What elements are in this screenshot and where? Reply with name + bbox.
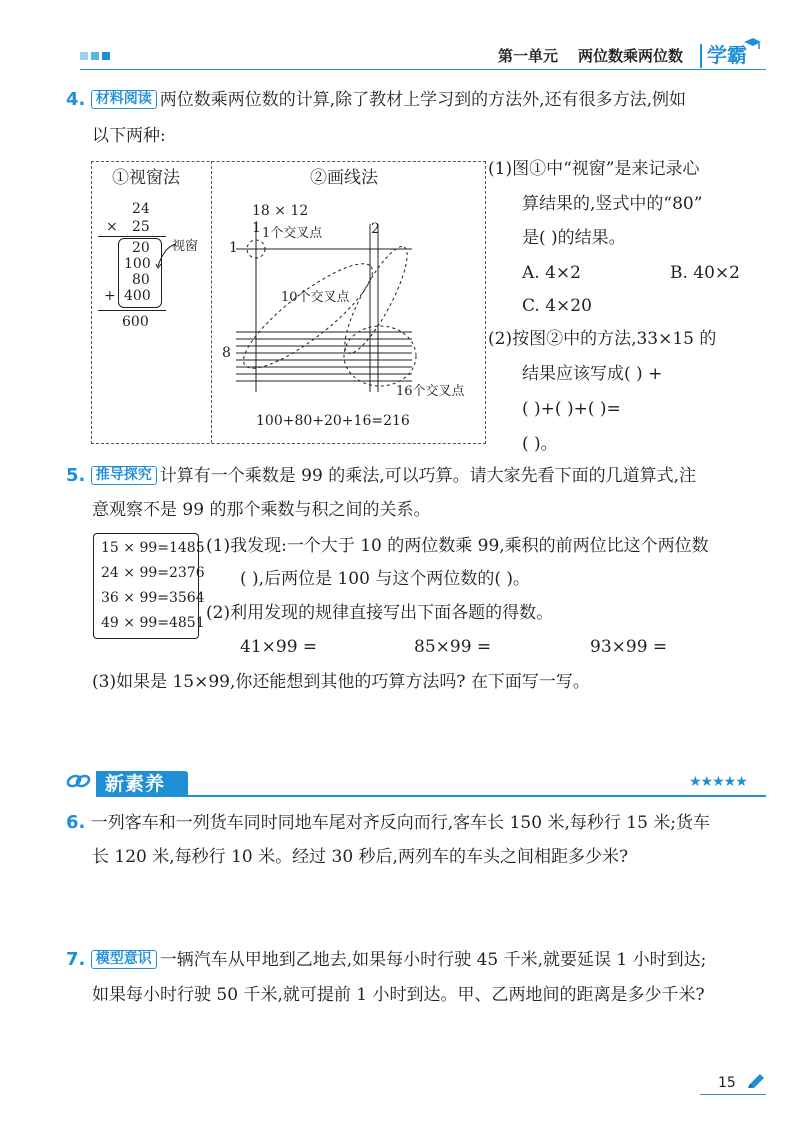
window-label: 视窗 <box>172 239 199 254</box>
q4-option-a[interactable]: A. 4×2 <box>522 263 581 283</box>
section-title: 新素养 <box>105 773 166 795</box>
header-decor <box>80 52 116 60</box>
header-divider <box>700 44 702 68</box>
plus-sign: + <box>104 288 116 304</box>
crossing-label-1: 1个交叉点 <box>262 226 323 241</box>
q4-option-c[interactable]: C. 4×20 <box>522 296 592 316</box>
question-6-number: 6. <box>66 812 86 833</box>
q5-sub1-line-2: ( ),后两位是 100 与这个两位数的( )。 <box>240 569 530 589</box>
q4-sub1-line-2: 算结果的,竖式中的“80” <box>522 194 703 214</box>
column-label-2: 2 <box>371 221 380 237</box>
crossing-label-10: 10个交叉点 <box>281 290 350 305</box>
column-label-1: 1 <box>252 220 261 236</box>
brand-logo: 学霸 <box>707 43 747 67</box>
question-6-text-2: 长 120 米,每秒行 10 米。经过 30 秒后,两列车的车头之间相距多少米? <box>92 847 629 867</box>
q5-example-1: 15 × 99=1485 <box>101 540 205 556</box>
q4-sub2-line-4: ( )。 <box>522 434 558 454</box>
q5-equation-2: 85×99 = <box>414 637 492 657</box>
line-method-diagram <box>212 216 484 406</box>
q4-sub2-line-2: 结果应该写成( ) + <box>522 364 663 384</box>
question-7-tag: 模型意识 <box>91 950 157 969</box>
question-4-text-2: 以下两种: <box>92 126 166 146</box>
q5-sub1-line-1: (1)我发现:一个大于 10 的两位数乘 99,乘积的前两位比这个两位数 <box>206 536 709 556</box>
question-4-tag: 材料阅读 <box>91 90 157 109</box>
header-topic: 两位数乘两位数 <box>578 47 684 65</box>
question-5-line-1 <box>66 464 696 488</box>
q5-sub3: (3)如果是 15×99,你还能想到其他的巧算方法吗? 在下面写一写。 <box>92 672 590 692</box>
window-partial-1: 20 <box>132 240 150 256</box>
q5-equation-3: 93×99 = <box>590 637 668 657</box>
difficulty-stars: ★★★★★ <box>689 774 747 790</box>
row-label-8: 8 <box>222 345 231 361</box>
times-sign: × <box>106 219 118 235</box>
question-6-line-1 <box>66 811 710 835</box>
q5-example-2: 24 × 99=2376 <box>101 565 205 581</box>
crossing-label-16: 16个交叉点 <box>396 384 465 399</box>
q5-example-3: 36 × 99=3564 <box>101 590 205 606</box>
question-5-tag: 推导探究 <box>91 466 157 485</box>
q5-sub2: (2)利用发现的规律直接写出下面各题的得数。 <box>206 603 554 623</box>
window-partial-4: 400 <box>124 288 151 304</box>
footer-rule <box>700 1094 766 1095</box>
header-rule <box>80 69 766 70</box>
link-icon <box>66 772 92 790</box>
question-4-number: 4. <box>66 89 86 110</box>
q5-equation-1: 41×99 = <box>240 637 318 657</box>
question-6-text-1: 一列客车和一列货车同时同地车尾对齐反向而行,客车长 150 米,每秒行 15 米;货车 <box>90 813 711 833</box>
question-4-line-1 <box>66 88 686 112</box>
line-method-sum: 100+80+20+16=216 <box>256 413 410 429</box>
window-a: 24 <box>132 201 150 217</box>
line-method-expression: 18 × 12 <box>252 203 309 219</box>
question-5-text-2: 意观察不是 99 的那个乘数与积之间的关系。 <box>92 500 431 520</box>
question-7-line-1 <box>66 948 706 972</box>
q4-sub1-line-1: (1)图①中“视窗”是来记录心 <box>488 159 700 179</box>
window-b: 25 <box>132 219 150 235</box>
q5-example-4: 49 × 99=4851 <box>101 615 205 631</box>
pencil-icon <box>744 1072 766 1092</box>
q4-sub2-line-3: ( )+( )+( )= <box>522 399 621 419</box>
header-unit: 第一单元 <box>498 47 559 65</box>
row-label-1: 1 <box>229 240 238 256</box>
multiplication-rule-bottom <box>98 310 166 311</box>
section-rule <box>186 795 766 797</box>
question-7-number: 7. <box>66 949 86 970</box>
question-5-text-1: 计算有一个乘数是 99 的乘法,可以巧算。请大家先看下面的几道算式,注 <box>159 466 697 486</box>
window-result: 600 <box>122 314 149 330</box>
window-partial-2: 100 <box>124 256 151 272</box>
window-partial-3: 80 <box>132 272 150 288</box>
question-5-number: 5. <box>66 465 86 486</box>
page-number: 15 <box>718 1075 736 1091</box>
q4-sub2-line-1: (2)按图②中的方法,33×15 的 <box>488 329 717 349</box>
multiplication-rule-top <box>98 236 166 237</box>
graduation-cap-icon <box>742 36 762 50</box>
line-method-title: ②画线法 <box>310 168 378 188</box>
q4-sub1-line-3: 是( )的结果。 <box>522 228 626 248</box>
question-7-text-2: 如果每小时行驶 50 千米,就可提前 1 小时到达。甲、乙两地间的距离是多少千米? <box>92 985 705 1005</box>
question-7-text-1: 一辆汽车从甲地到乙地去,如果每小时行驶 45 千米,就要延误 1 小时到达; <box>159 950 707 970</box>
q4-option-b[interactable]: B. 40×2 <box>670 263 740 283</box>
question-4-text-1: 两位数乘两位数的计算,除了教材上学习到的方法外,还有很多方法,例如 <box>159 90 686 110</box>
window-method-title: ①视窗法 <box>112 168 180 188</box>
